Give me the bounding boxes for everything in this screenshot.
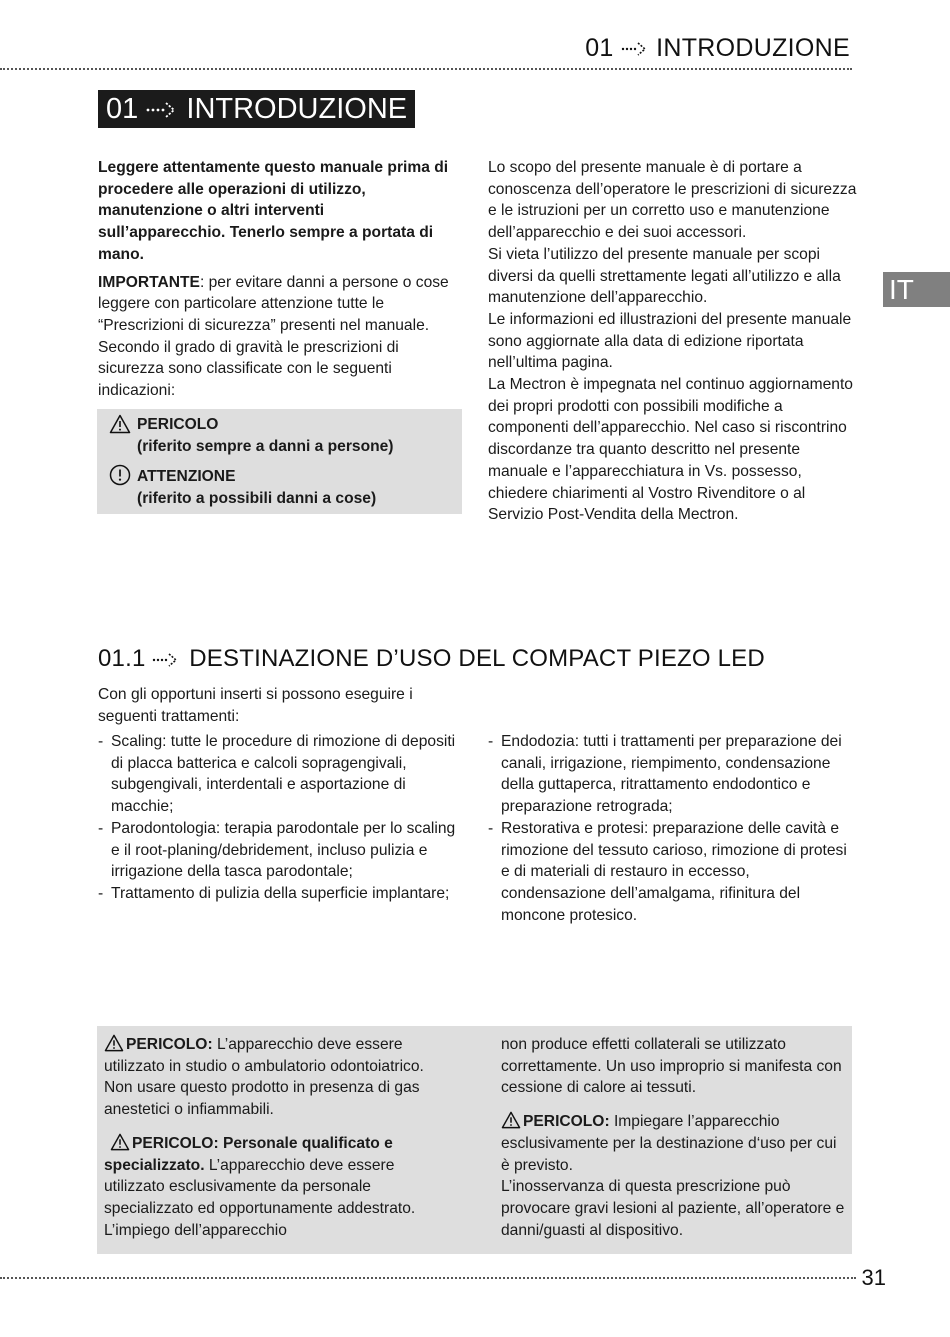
attention-circle-icon <box>109 464 131 486</box>
warning-triangle-icon <box>109 414 131 434</box>
important-label: IMPORTANTE <box>98 273 200 291</box>
subsection-title-text: DESTINAZIONE D’USO DEL COMPACT PIEZO LED <box>189 645 765 672</box>
intro-paragraph: La Mectron è impegnata nel continuo aggiornamento dei propri prodotti con possibili modifiche a componenti dell’apparecchio. Nel caso si riscontrino discordanze tra quanto descritto nel presente manuale e l’apparecchiatura in Vs. possesso, chiedere chiarimenti al Vostro Rivenditore o al Servizio Post-Vendita della Mectron. <box>488 376 853 524</box>
danger-warning-1-label: PERICOLO: <box>126 1036 213 1053</box>
safety-legend-box <box>97 409 462 514</box>
list-item: - Scaling: tutte le procedure di rimozione di depositi di placca batterica e calcoli sopragengivali, subgengivali, interdentali e asportazione di macchie; <box>98 731 456 818</box>
subsection-title <box>98 645 765 673</box>
danger-warning-3-text-2: L’inosservanza di questa prescrizione può provocare gravi lesioni al paziente, all’operatore e danni/guasti al dispositivo. <box>501 1178 845 1239</box>
danger-warnings-box <box>97 1026 852 1254</box>
important-text: : per evitare danni a persone o cose leggere con particolare attenzione tutte le “Prescrizioni di sicurezza” presenti nel manuale. Secondo il grado di gravità le prescrizioni di sicurezza sono classificate con le seguenti indicazioni: <box>98 273 449 400</box>
danger-warning-2-text: L’apparecchio deve essere utilizzato esclusivamente da personale specializzato ed opportunamente addestrato. L’impiego dell’apparecchio <box>104 1156 416 1239</box>
list-item: - Parodontologia: terapia parodontale per lo scaling e il root-planing/debridement, incluso pulizia e irrigazione della tasca parodontale; <box>98 818 456 883</box>
danger-warning-1-text: L’apparecchio deve essere utilizzato in studio o ambulatorio odontoiatrico. Non usare questo prodotto in presenza di gas anestetici o infiammabili. <box>104 1036 424 1119</box>
danger-warning-3-text: Impiegare l’apparecchio esclusivamente per la destinazione d‘uso per cui è previsto. <box>501 1113 837 1174</box>
list-item: - Restorativa e protesi: preparazione delle cavità e rimozione del tessuto carioso, rimozione di protesi e di materiali di restauro in eccesso, condensazione dell’amalgama, rifinitura del moncone protesico. <box>488 818 858 927</box>
intro-right-column <box>488 157 860 526</box>
danger-warnings-left <box>104 1034 456 1241</box>
section-title-number: 01 <box>106 93 139 125</box>
danger-warnings-right <box>501 1034 846 1241</box>
danger-warning-3-label: PERICOLO: <box>523 1113 610 1131</box>
header-rule <box>0 68 852 70</box>
danger-warning-2-label: PERICOLO: Personale qualificato e specializzato. <box>104 1134 393 1174</box>
page-number: 31 <box>861 1265 886 1290</box>
running-header-title: INTRODUZIONE <box>656 34 850 62</box>
danger-warning-3 <box>501 1111 846 1176</box>
intro-bold-paragraph: Leggere attentamente questo manuale prima di procedere alle operazioni di utilizzo, manutenzione o altri interventi sull’apparecchio. Tenerlo sempre a portata di mano. <box>98 159 449 263</box>
footer-rule <box>0 1277 856 1279</box>
danger-description: (riferito sempre a danni a persone) <box>137 438 394 455</box>
warning-triangle-icon <box>501 1111 521 1129</box>
treatments-intro: Con gli opportuni inserti si possono eseguire i seguenti trattamenti: <box>98 686 413 725</box>
subsection-number: 01.1 <box>98 645 146 672</box>
danger-warning-1 <box>104 1034 456 1121</box>
running-header-number: 01 <box>585 34 614 62</box>
running-header <box>585 34 850 63</box>
treatments-list-right <box>488 731 858 926</box>
intro-paragraph: Lo scopo del presente manuale è di portare a conoscenza dell’operatore le prescrizioni di sicurezza e le istruzioni per un corretto uso e manutenzione dell’apparecchio e dei suoi accessori. <box>488 159 857 242</box>
attention-label: ATTENZIONE <box>137 468 236 485</box>
intro-paragraph: Si vieta l’utilizzo del presente manuale per scopi diversi da quelli strettamente legati all’utilizzo e alla manutenzione dell’apparecchio. <box>488 245 841 307</box>
danger-warning-2-continued: non produce effetti collaterali se utilizzato correttamente. Un uso improprio si manifesta con cessione di calore ai tessuti. <box>501 1036 842 1097</box>
danger-label: PERICOLO <box>137 416 219 433</box>
warning-triangle-icon <box>110 1133 130 1151</box>
list-item: - Trattamento di pulizia della superficie implantare; <box>98 883 456 905</box>
section-title-box <box>98 90 415 128</box>
treatments-list-left <box>98 731 456 905</box>
section-title-text: INTRODUZIONE <box>186 93 408 125</box>
intro-paragraph: Le informazioni ed illustrazioni del presente manuale sono aggiornate alla data di edizione riportata nell’ultima pagina. <box>488 310 852 372</box>
dotted-arrow-icon <box>152 651 182 669</box>
dotted-arrow-icon <box>146 100 178 120</box>
list-item: - Endodozia: tutti i trattamenti per preparazione dei canali, irrigazione, riempimento, condensazione della guttaperca, ritrattamento endodontico e preparazione retrograda; <box>488 731 858 818</box>
warning-triangle-icon <box>104 1034 124 1052</box>
attention-description: (riferito a possibili danni a cose) <box>137 490 377 507</box>
dotted-arrow-icon <box>621 40 649 58</box>
important-paragraph <box>98 272 453 402</box>
danger-warning-2 <box>104 1133 456 1242</box>
language-tab: IT <box>883 272 950 307</box>
intro-left-column <box>98 157 453 402</box>
